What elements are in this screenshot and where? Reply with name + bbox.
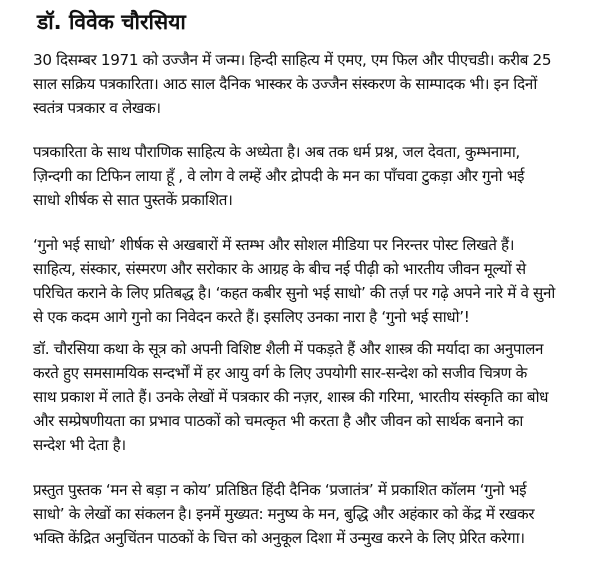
paragraph-publications	[33, 140, 573, 212]
text-line: 30 दिसम्बर 1971 को उज्जैन में जन्म। हिन्दी साहित्य में एमए, एम फिल और पीएचडी। करीब 25	[33, 51, 552, 69]
paragraph-column	[33, 233, 573, 329]
text-line: स्वतंत्र पत्रकार व लेखक।	[33, 99, 161, 117]
text-line: परिचित कराने के लिए प्रतिबद्ध है। ‘कहत कबीर सुनो भई साधो’ की तर्ज़ पर गढ़े अपने नारे में वे सुनो	[33, 284, 555, 302]
text-line: प्रस्तुत पुस्तक ‘मन से बड़ा न कोय’ प्रतिष्ठित हिंदी दैनिक ‘प्रजातंत्र’ में प्रकाशित कॉलम ‘गुनो भई	[33, 481, 527, 499]
text-line: साहित्य, संस्कार, संस्मरण और सरोकार के आग्रह के बीच नई पीढ़ी को भारतीय जीवन मूल्यों से	[33, 260, 526, 278]
text-line: भक्ति केंद्रित अनुचिंतन पाठकों के चित्त को अनुकूल दिशा में उन्मुख करने के लिए प्रेरित करेगा।	[33, 529, 525, 547]
text-line: डॉ. चौरसिया कथा के सूत्र को अपनी विशिष्ट शैली में पकड़ते हैं और शास्त्र की मर्यादा का अनुपालन	[33, 340, 544, 358]
paragraph-writing-style	[33, 337, 573, 457]
paragraph-biography	[33, 48, 573, 120]
text-line: से एक कदम आगे गुनो का निवेदन करते हैं। इसलिए उनका नारा है ‘गुनो भई साधो’!	[33, 308, 470, 326]
paragraph-book-description	[33, 478, 573, 550]
text-line: साल सक्रिय पत्रकारिता। आठ साल दैनिक भास्कर के उज्जैन संस्करण के साम्पादक भी। इन दिनों	[33, 75, 537, 93]
text-line: करते हुए समसामयिक सन्दर्भों में हर आयु वर्ग के लिए उपयोगी सार-सन्देश को सजीव चित्रण के	[33, 364, 527, 382]
author-name-heading: डॉ. विवेक चौरसिया	[37, 10, 186, 34]
text-line: ‘गुनो भई साधो’ शीर्षक से अखबारों में स्तम्भ और सोशल मीडिया पर निरन्तर पोस्ट लिखते हैं।	[33, 236, 515, 254]
text-line: साधो शीर्षक से सात पुस्तकें प्रकाशित।	[33, 191, 233, 209]
text-line: ज़िन्दगी का टिफिन लाया हूँ , वे लोग वे लम्हें और द्रोपदी के मन का पाँचवा टुकड़ा और गुनो भई	[33, 167, 525, 185]
text-line: पत्रकारिता के साथ पौराणिक साहित्य के अध्येता है। अब तक धर्म प्रश्न, जल देवता, कुम्भनामा,	[33, 143, 520, 161]
text-line: साथ प्रकाश में लाते हैं। उनके लेखों में पत्रकार की नज़र, शास्त्र की गरिमा, भारतीय संस्कृति का बोध	[33, 388, 549, 406]
text-line: और सम्प्रेषणीयता का प्रभाव पाठकों को चमत्कृत भी करता है और जीवन को सार्थक बनाने का	[33, 412, 523, 430]
text-line: साधो’ के लेखों का संकलन है। इनमें मुख्यत: मनुष्य के मन, बुद्धि और अहंकार को केंद्र में रखकर	[33, 505, 535, 523]
text-line: सन्देश भी देता है।	[33, 436, 126, 454]
